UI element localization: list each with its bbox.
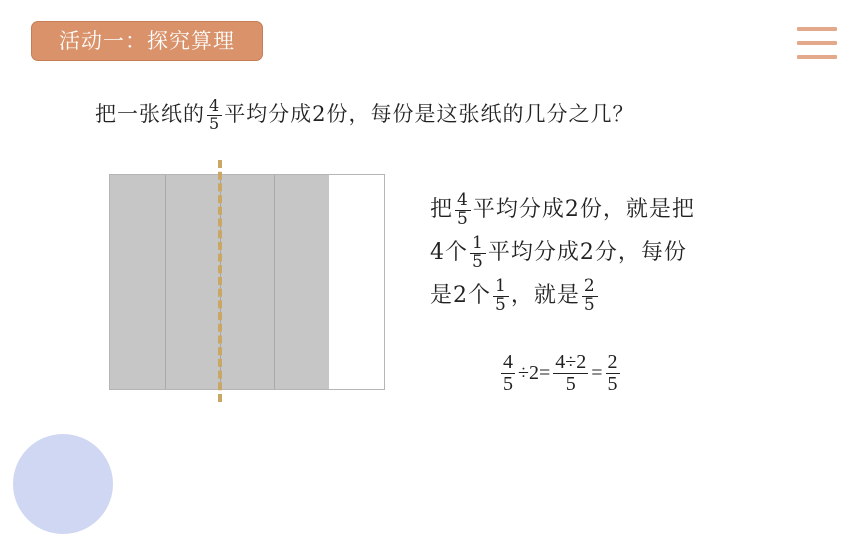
paper-diagram	[109, 174, 385, 390]
fraction-four-fifths: $\frac{4}{5}$	[209, 96, 221, 133]
activity-title-badge: 活动一：探究算理	[31, 21, 263, 61]
menu-icon[interactable]	[797, 27, 837, 65]
explanation-line-2: 4个 $\frac{1}{5}$ 平均分成2分，每份	[430, 232, 687, 272]
question-text: 把一张纸的 $\frac{4}{5}$ 平均分成2份，每份是这张纸的几分之几？	[95, 96, 635, 133]
partition-line	[274, 175, 275, 389]
partition-line	[165, 175, 166, 389]
decorative-circle	[13, 434, 113, 534]
split-dashed-line	[218, 160, 222, 402]
explanation-text	[430, 188, 695, 317]
explanation-line-3: 是2个 $\frac{1}{5}$ ，就是 $\frac{2}{5}$	[430, 275, 596, 315]
explanation-line-1: 把 $\frac{4}{5}$ 平均分成2份，就是把	[430, 189, 695, 229]
division-equation: $\frac{4}{5}$ ÷2= $\frac{4\div 2}{5}$ = $\frac{2}{5}$	[503, 351, 618, 395]
